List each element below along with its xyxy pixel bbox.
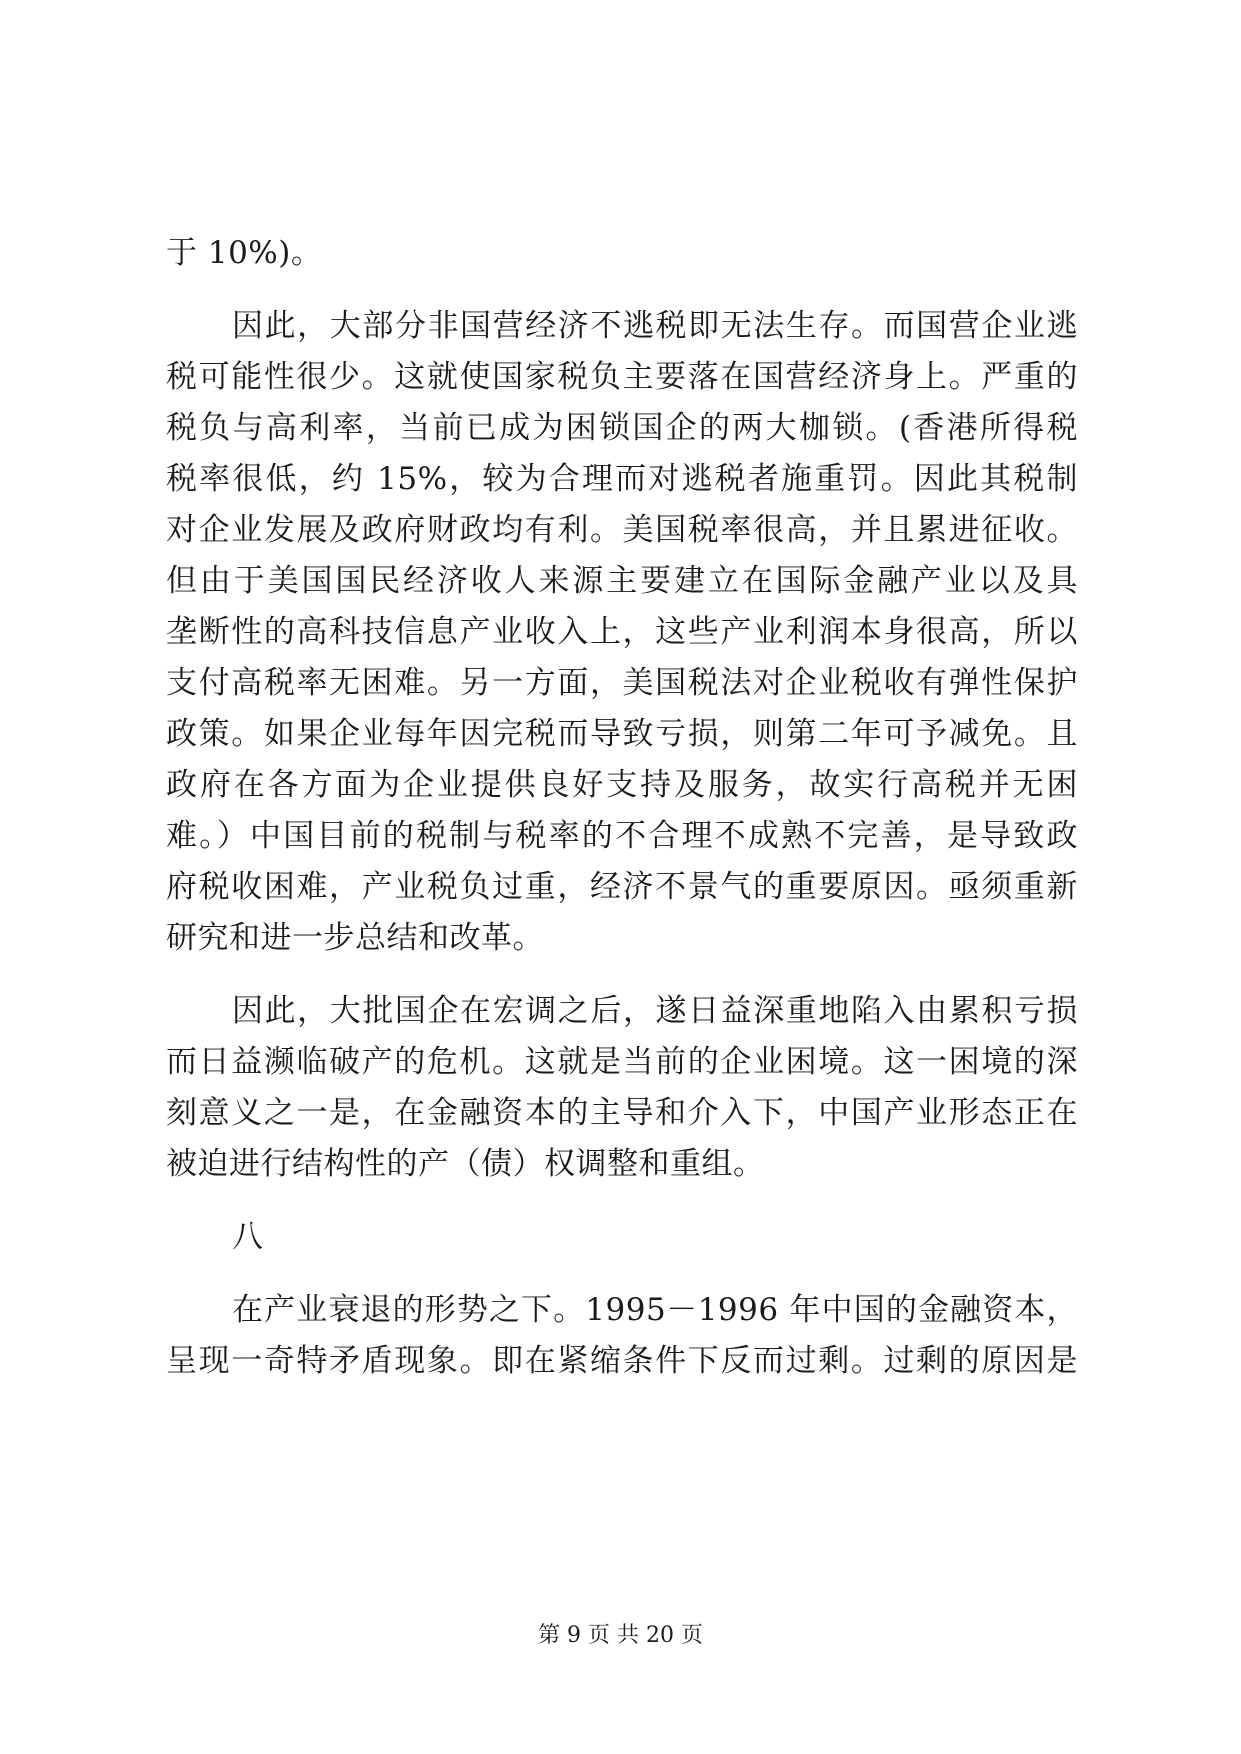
text-line: 但由于美国国民经济收人来源主要建立在国际金融产业以及具 — [166, 563, 1078, 599]
page-footer: 第 9 页 共 20 页 — [538, 1623, 703, 1648]
body-text — [166, 228, 1078, 1387]
text-line: 政府在各方面为企业提供良好支持及服务，故实行高税并无困 — [166, 767, 1078, 803]
paragraph — [166, 986, 1078, 1190]
text-line: 八 — [232, 1219, 264, 1255]
text-line: 税率很低，约 15%，较为合理而对逃税者施重罚。因此其税制 — [166, 461, 1078, 497]
paragraph — [166, 228, 1078, 279]
text-line: 难。）中国目前的税制与税率的不合理不成熟不完善，是导致政 — [166, 818, 1078, 854]
text-line: 研究和进一步总结和改革。 — [166, 920, 544, 956]
text-line: 在产业衰退的形势之下。1995－1996 年中国的金融资本， — [232, 1292, 1078, 1328]
text-line: 垄断性的高科技信息产业收入上，这些产业利润本身很高，所以 — [166, 614, 1078, 650]
paragraph — [166, 1285, 1078, 1387]
text-line: 呈现一奇特矛盾现象。即在紧缩条件下反而过剩。过剩的原因是 — [166, 1343, 1078, 1379]
text-line: 府税收困难，产业税负过重，经济不景气的重要原因。亟须重新 — [166, 869, 1078, 905]
text-line: 政策。如果企业每年因完税而导致亏损，则第二年可予减免。且 — [166, 716, 1078, 752]
text-line: 因此，大部分非国营经济不逃税即无法生存。而国营企业逃 — [232, 308, 1078, 344]
text-line: 于 10%)。 — [166, 235, 323, 271]
text-line: 对企业发展及政府财政均有利。美国税率很高，并且累进征收。 — [166, 512, 1078, 548]
text-line: 刻意义之一是，在金融资本的主导和介入下，中国产业形态正在 — [166, 1095, 1078, 1131]
text-line: 税可能性很少。这就使国家税负主要落在国营经济身上。严重的 — [166, 359, 1078, 395]
text-line: 因此，大批国企在宏调之后，遂日益深重地陷入由累积亏损 — [232, 993, 1078, 1029]
paragraph — [166, 301, 1078, 964]
text-line: 税负与高利率，当前已成为困锁国企的两大枷锁。(香港所得税 — [166, 410, 1078, 446]
text-line: 被迫进行结构性的产（债）权调整和重组。 — [166, 1146, 765, 1182]
paragraph — [166, 1212, 1078, 1263]
text-line: 而日益濒临破产的危机。这就是当前的企业困境。这一困境的深 — [166, 1044, 1078, 1080]
text-line: 支付高税率无困难。另一方面，美国税法对企业税收有弹性保护 — [166, 665, 1078, 701]
